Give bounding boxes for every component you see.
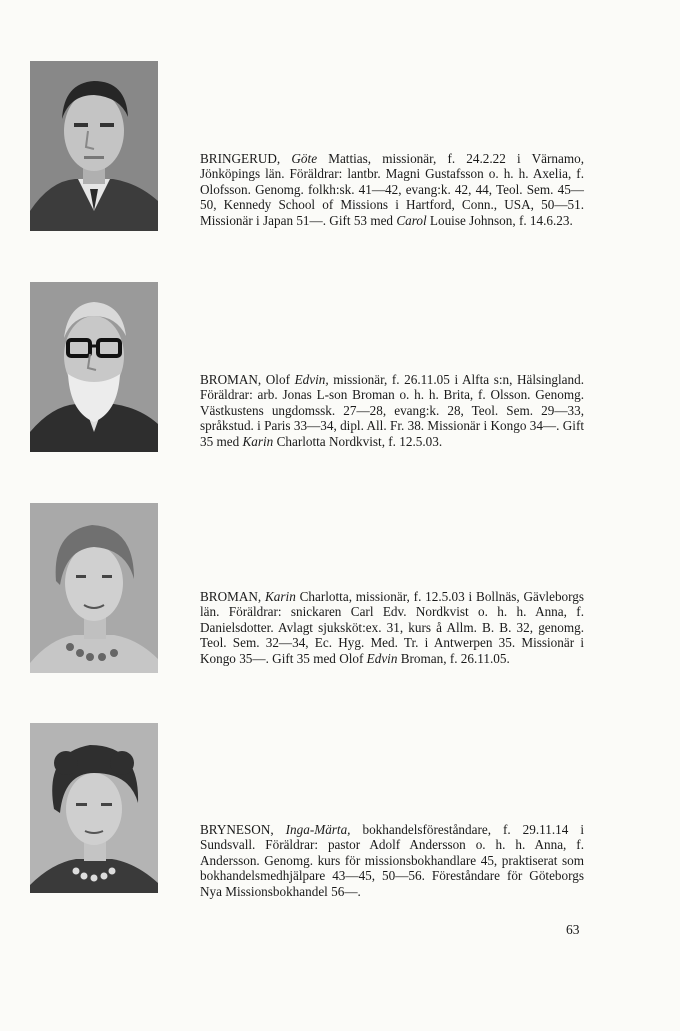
biography-body: bokhandelsföreståndare, f. 29.11.14 i Sundsvall. Föräldrar: pastor Adolf Andersson o. h. h. Anna, f. Andersson. Genomg. kurs för missionsbokhandlare 45, praktiserat som bokhandelsmedhjälpare 43—45, 50—56. Föreståndare för Göteborgs Nya Missionsbokhandel 56—. [200,822,584,899]
portrait-photo [30,503,158,673]
biography-body: missionär, f. 26.11.05 i Alfta s:n, Hälsingland. Föräldrar: arb. Jonas L-son Broman o. h. h. Brita, f. Olsson. Genomg. Västkustens ungdomssk. 27—28, evang:k. 28, Teol. Sem. 29—33, språkstud. i Paris 33—34, dipl. All. Fr. 38. Missionär i Kongo 34—. Gift 35 med [200,372,585,449]
biography-body: Charlotta, missionär, f. 12.5.03 i Bollnäs, Gävleborgs län. Föräldrar: snickaren Carl Edv. Nordkvist o. h. h. Anna, f. Danielsdotter. Avlagt sjuksköt:ex. 31, kurs å Allm. B. B. 32, genomg. Teol. Sem. 32—34, Ec. Hyg. Med. Tr. i Antwerpen 35. Missionär i Kongo 35—. Gift 35 med Olof [200,589,585,666]
surname: BROMAN, [200,589,266,604]
surname: BROMAN, Olof [200,372,295,387]
given-name: Karin [265,589,296,604]
given-name: Inga-Märta, [285,822,351,837]
biography-tail: Broman, f. 26.11.05. [397,650,510,666]
spouse-name: Carol [396,212,427,228]
biography-text [200,151,584,228]
biography-tail: Charlotta Nordkvist, f. 12.5.03. [273,433,443,449]
surname: BRYNESON, [200,822,286,837]
portrait-photo [30,723,158,893]
spouse-name: Edvin [366,650,398,666]
biography-text [200,372,584,449]
given-name: Edvin, [294,372,329,387]
portrait-photo [30,282,158,452]
portrait-photo [30,61,158,231]
page-number: 63 [566,922,580,937]
biography-text [200,589,584,666]
given-name: Göte [291,151,318,166]
biography-tail: Louise Johnson, f. 14.6.23. [426,212,573,228]
biography-text [200,822,584,899]
surname: BRINGERUD, [200,151,292,166]
biography-body: Mattias, missionär, f. 24.2.22 i Värnamo, Jönköpings län. Föräldrar: lantbr. Magni Gustafsson o. h. h. Axelia, f. Olofsson. Genomg. folkh:sk. 41—42, evang:k. 42, 44, Teol. Sem. 45—50, Kennedy School of Missions i Hartford, Conn., USA, 50—51. Missionär i Japan 51—. Gift 53 med [200,151,584,228]
spouse-name: Karin [242,433,274,449]
